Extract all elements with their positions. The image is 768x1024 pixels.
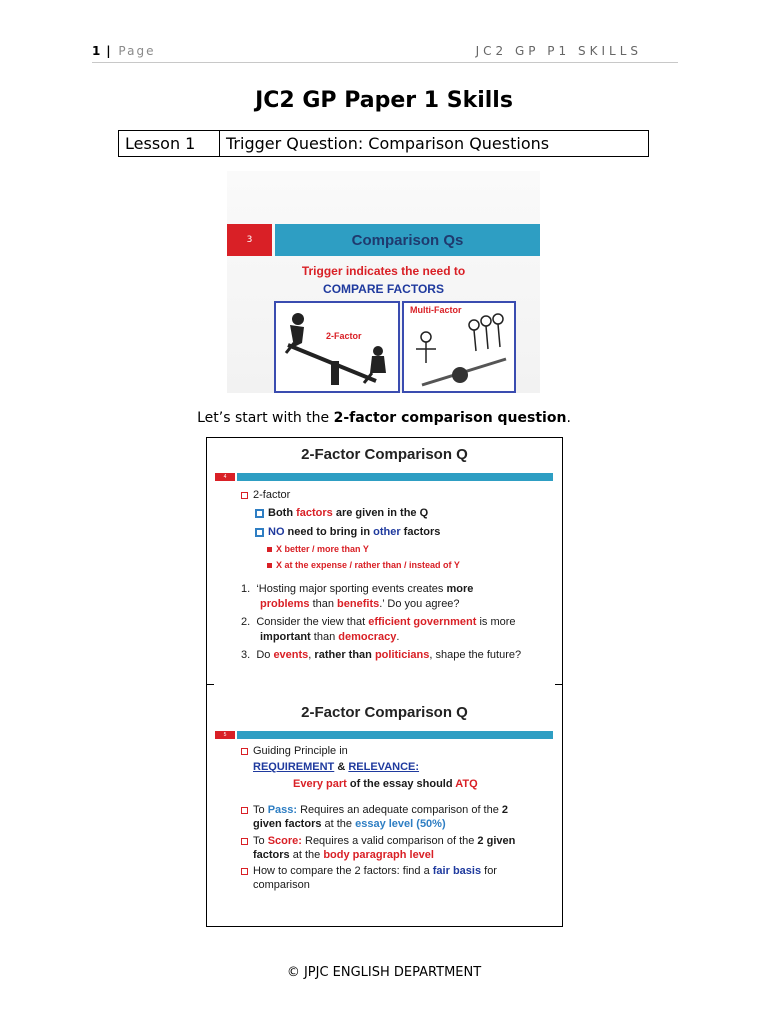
bullet-how-to-compare-cont: comparison bbox=[253, 879, 310, 891]
bullet-how-to-compare: How to compare the 2 factors: find a fair basis for bbox=[241, 865, 497, 877]
slide-number: 4 bbox=[215, 473, 235, 481]
intro-sentence: Let’s start with the 2-factor comparison question. bbox=[197, 410, 571, 426]
slide-guiding-principle bbox=[207, 686, 562, 926]
slide-title-bar bbox=[237, 473, 553, 481]
question-1-cont: problems than benefits.’ Do you agree? bbox=[260, 598, 460, 610]
question-3: 3. Do events, rather than politicians, shape the future? bbox=[241, 649, 522, 661]
lesson-topic: Trigger Question: Comparison Questions bbox=[220, 131, 649, 157]
page-footer: © JPJC ENGLISH DEPARTMENT bbox=[286, 965, 482, 980]
slide-heading: Comparison Qs bbox=[275, 224, 540, 256]
slide-title-bar bbox=[237, 731, 553, 739]
two-factor-illustration bbox=[274, 301, 400, 393]
slide-number: 3 bbox=[227, 224, 272, 256]
bullet-to-score-cont: factors at the body paragraph level bbox=[253, 849, 434, 861]
requirement-relevance: REQUIREMENT & RELEVANCE: bbox=[253, 761, 420, 773]
bullet-no-other-factors: NO need to bring in other factors bbox=[255, 526, 440, 538]
question-2-cont: important than democracy. bbox=[260, 631, 400, 643]
bullet-to-pass: To Pass: Requires an adequate comparison of the 2 bbox=[241, 804, 508, 816]
slide-comparison-qs bbox=[227, 171, 540, 393]
every-part-atq: Every part of the essay should ATQ bbox=[293, 778, 478, 790]
slide-title: 2-Factor Comparison Q bbox=[301, 704, 468, 721]
slide-line-2: COMPARE FACTORS bbox=[323, 282, 444, 296]
bullet-guiding-principle: Guiding Principle in bbox=[241, 745, 348, 757]
divider-tick-left bbox=[206, 684, 214, 685]
divider-tick-right bbox=[555, 684, 563, 685]
bullet-x-at-expense-of-y: X at the expense / rather than / instead of Y bbox=[267, 560, 460, 570]
slide-line-1: Trigger indicates the need to bbox=[301, 264, 466, 278]
multi-factor-illustration bbox=[402, 301, 516, 393]
bullet-x-better-than-y: X better / more than Y bbox=[267, 544, 369, 554]
seesaw-multiple-figures-icon bbox=[404, 303, 514, 391]
seesaw-two-figures-icon bbox=[276, 303, 398, 391]
slide-number: 5 bbox=[215, 731, 235, 739]
multi-factor-label: Multi-Factor bbox=[410, 305, 462, 315]
question-2: 2. Consider the view that efficient government is more bbox=[241, 616, 516, 628]
lesson-table bbox=[118, 130, 649, 157]
question-1: 1. ‘Hosting major sporting events creates more bbox=[241, 583, 474, 595]
header-right-title: JC2 GP P1 SKILLS bbox=[475, 44, 642, 58]
page-number: 1 | Page bbox=[92, 44, 156, 58]
slide-title: 2-Factor Comparison Q bbox=[301, 446, 468, 463]
bullet-both-factors: Both factors are given in the Q bbox=[255, 507, 428, 519]
bullet-to-pass-cont: given factors at the essay level (50%) bbox=[253, 818, 446, 830]
bullet-to-score: To Score: Requires a valid comparison of the 2 given bbox=[241, 835, 515, 847]
slides-panel bbox=[206, 437, 563, 927]
page-header bbox=[92, 44, 678, 63]
document-title: JC2 GP Paper 1 Skills bbox=[255, 88, 513, 113]
two-factor-label: 2-Factor bbox=[326, 331, 362, 341]
lesson-number: Lesson 1 bbox=[119, 131, 220, 157]
slide-2-factor-comparison bbox=[207, 438, 562, 684]
bullet-2-factor: 2-factor bbox=[241, 489, 290, 501]
